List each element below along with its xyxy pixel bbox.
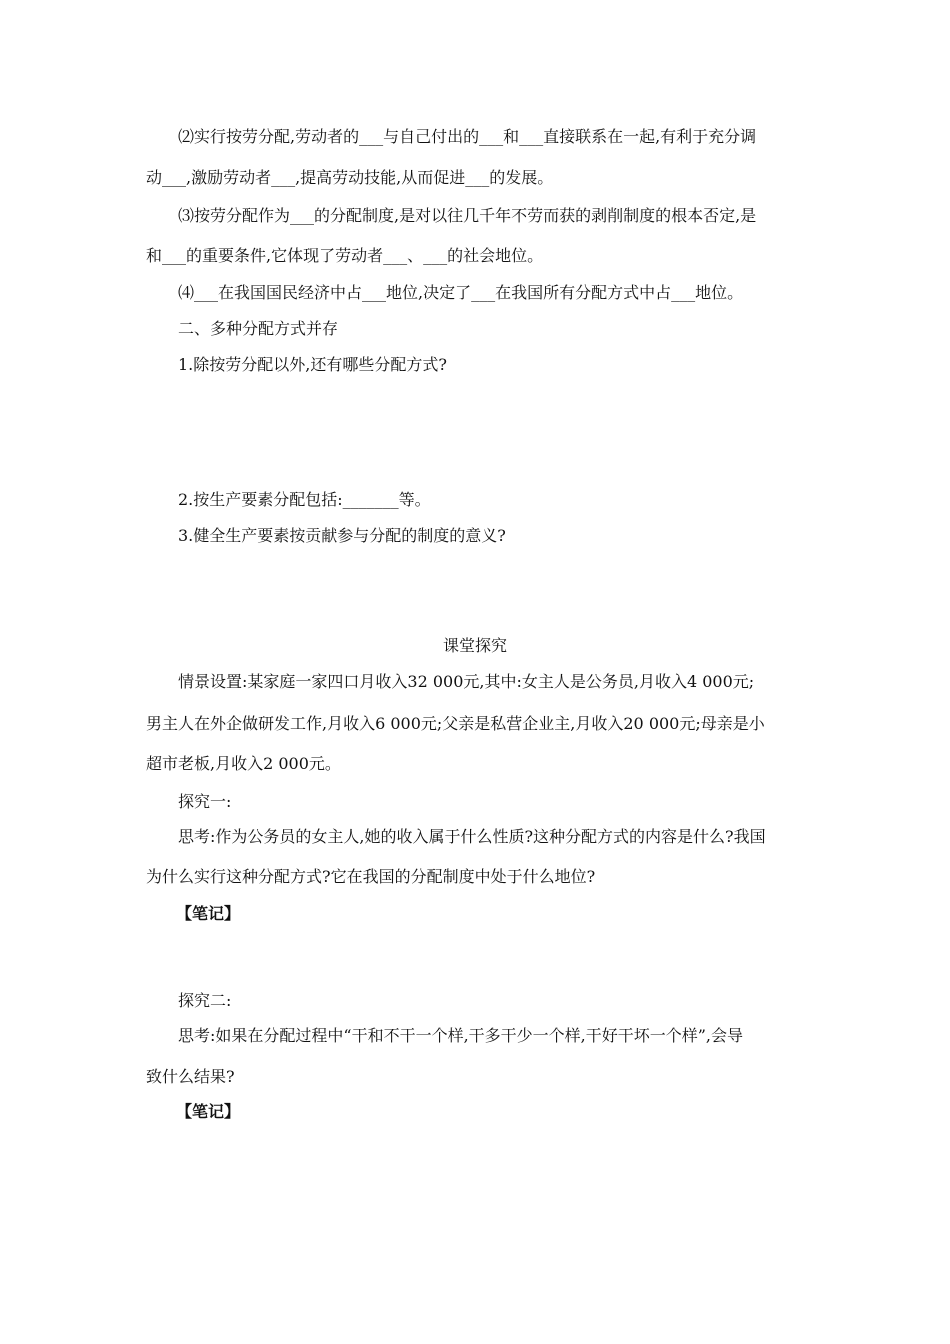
question-1: 1.除按劳分配以外,还有哪些分配方式? — [178, 355, 447, 374]
explore-title: 课堂探究 — [442, 636, 507, 655]
p4-line1: ⑷___在我国国民经济中占___地位,决定了___在我国所有分配方式中占___地位。 — [178, 283, 744, 302]
question-2: 2.按生产要素分配包括:_______等。 — [178, 490, 431, 509]
p3-line2: 和___的重要条件,它体现了劳动者___、___的社会地位。 — [146, 246, 544, 265]
scenario-line3: 超市老板,月收入2 000元。 — [146, 754, 341, 773]
explore2-line1: 思考:如果在分配过程中“干和不干一个样,干多干少一个样,干好干坏一个样”,会导 — [178, 1026, 744, 1045]
scenario-line2: 男主人在外企做研发工作,月收入6 000元;父亲是私营企业主,月收入20 000元;母亲是小 — [146, 714, 765, 733]
explore1-label: 探究一: — [178, 792, 232, 811]
explore2-line2: 致什么结果? — [146, 1067, 235, 1086]
explore1-line2: 为什么实行这种分配方式?它在我国的分配制度中处于什么地位? — [146, 867, 596, 886]
scenario-line1: 情景设置:某家庭一家四口月收入32 000元,其中:女主人是公务员,月收入4 000元; — [178, 672, 755, 691]
notes-label-1: 【笔记】 — [176, 904, 241, 923]
p3-line1: ⑶按劳分配作为___的分配制度,是对以往几千年不劳而获的剥削制度的根本否定,是 — [178, 206, 757, 225]
section2-heading: 二、多种分配方式并存 — [178, 319, 339, 338]
p2-line1: ⑵实行按劳分配,劳动者的___与自己付出的___和___直接联系在一起,有利于充分调 — [178, 127, 757, 146]
p2-line2: 动___,激励劳动者___,提高劳动技能,从而促进___的发展。 — [146, 168, 554, 187]
question-3: 3.健全生产要素按贡献参与分配的制度的意义? — [178, 526, 506, 545]
notes-label-2: 【笔记】 — [176, 1102, 241, 1121]
explore2-label: 探究二: — [178, 991, 232, 1010]
explore1-line1: 思考:作为公务员的女主人,她的收入属于什么性质?这种分配方式的内容是什么?我国 — [178, 827, 766, 846]
